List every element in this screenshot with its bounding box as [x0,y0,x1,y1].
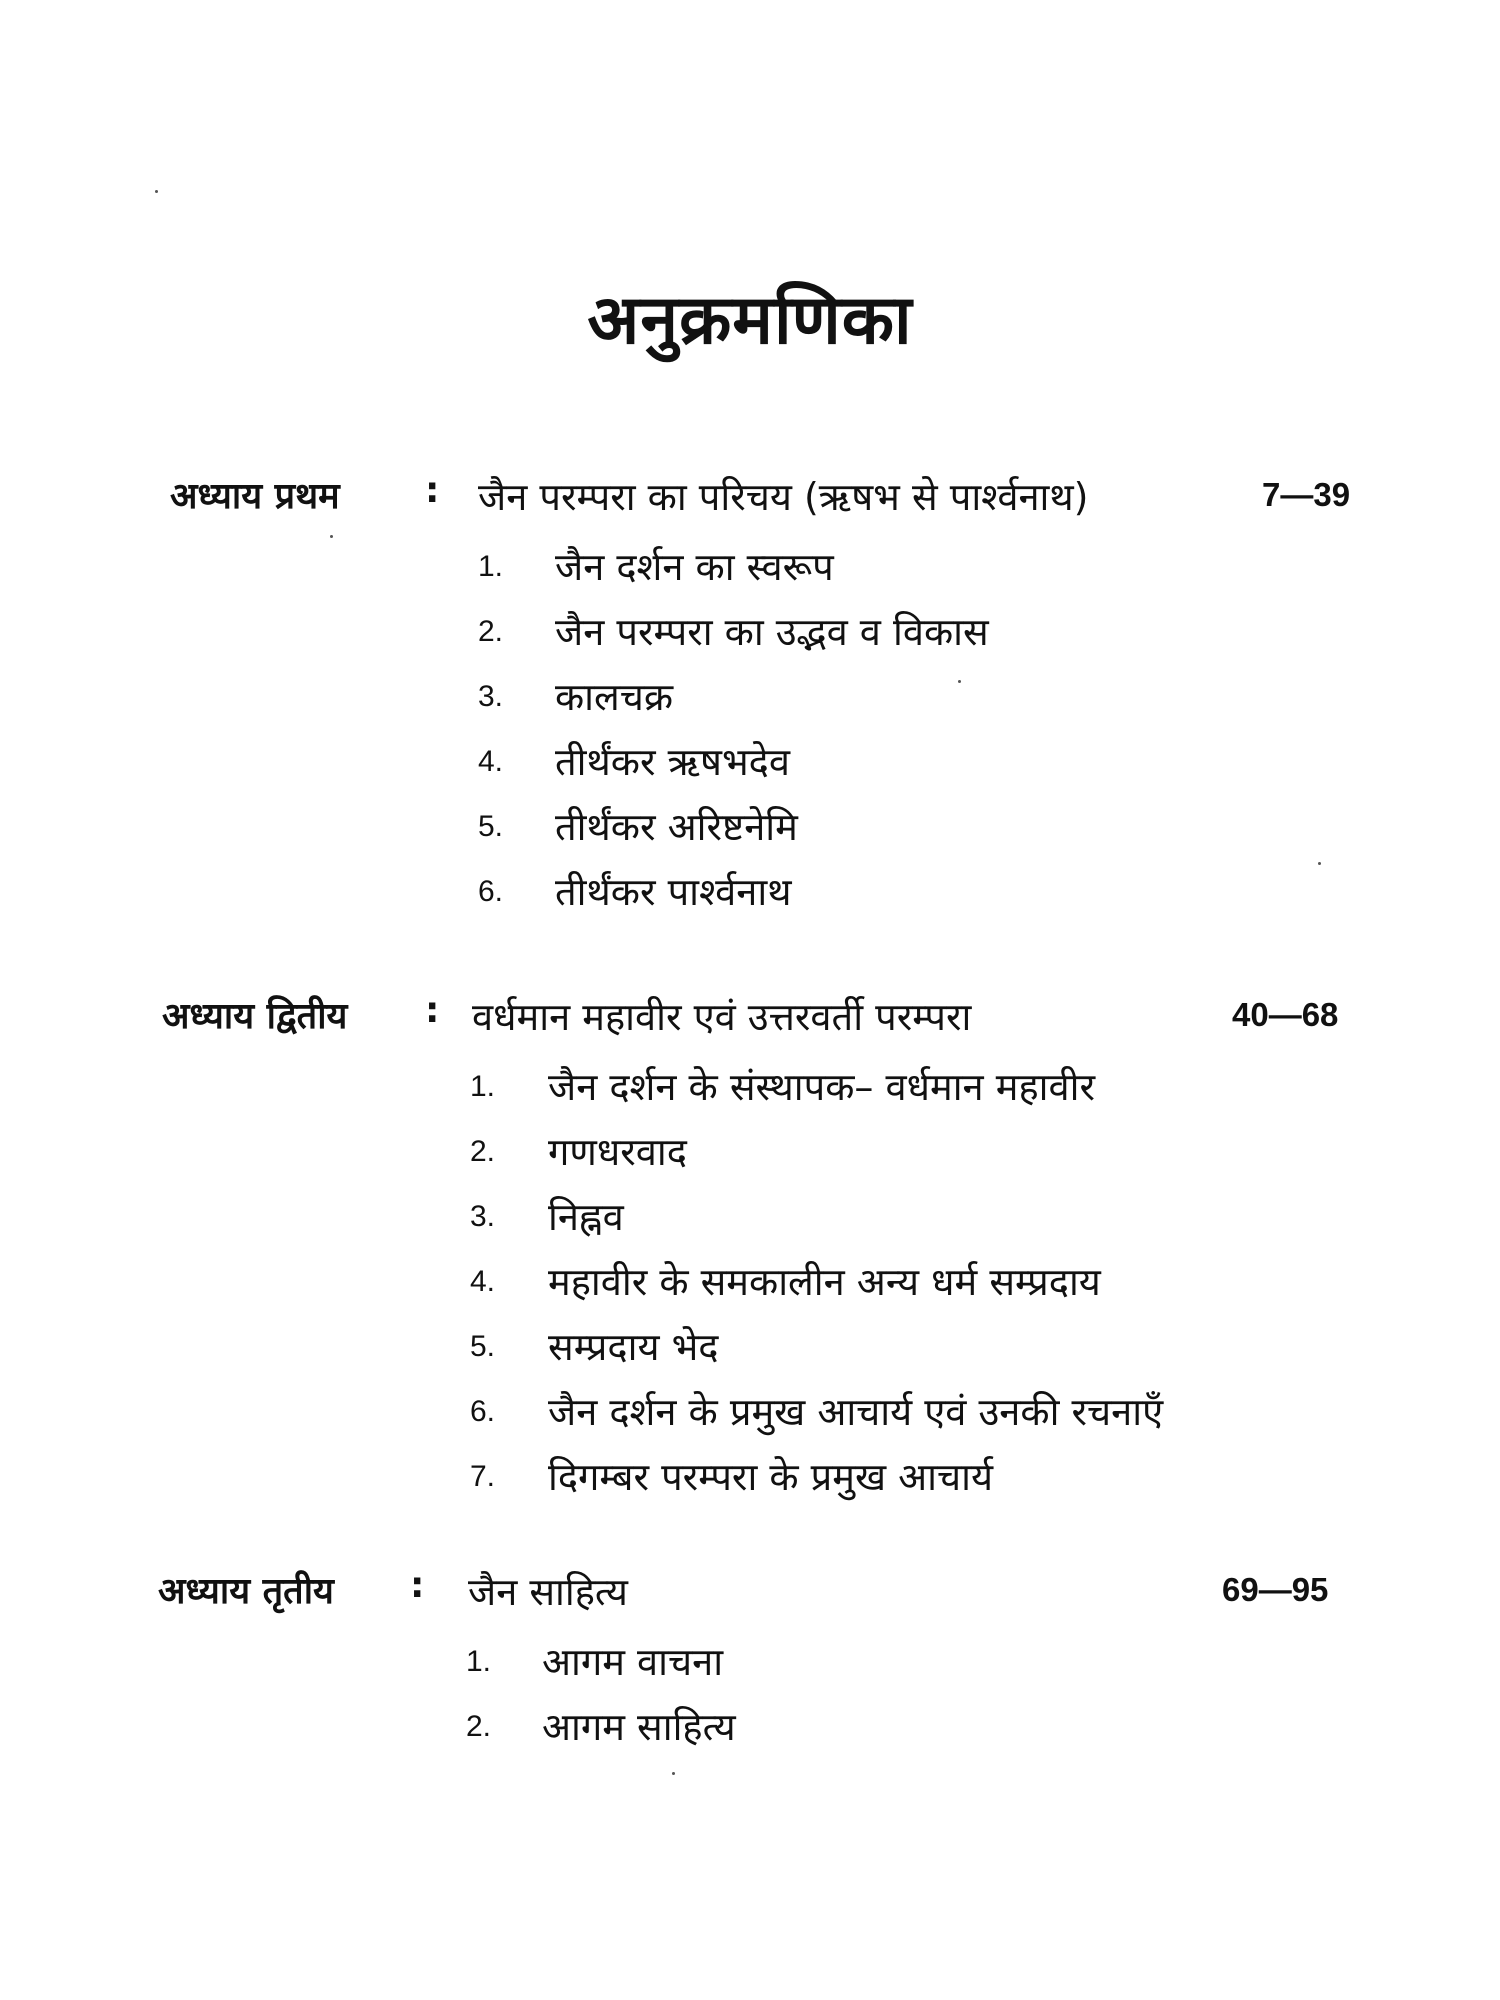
scan-speck [672,1772,675,1775]
list-item-number: 4. [478,745,504,778]
list-item-text: तीर्थंकर ऋषभदेव [555,740,790,784]
scan-speck [330,535,333,538]
scan-speck [958,680,961,683]
list-item-number: 3. [478,680,504,713]
list-item [0,1060,1500,1125]
chapter-title: जैन परम्परा का परिचय (ऋषभ से पार्श्वनाथ) [478,475,1089,519]
list-item [0,1450,1500,1515]
list-item-number: 3. [470,1200,496,1233]
list-item-text: जैन दर्शन के प्रमुख आचार्य एवं उनकी रचनाएँ [548,1390,1164,1434]
chapter-heading [0,990,1500,1060]
list-item [0,540,1500,605]
chapter-label: अध्याय द्वितीय [162,996,348,1037]
list-item [0,605,1500,670]
list-item-text: गणधरवाद [548,1130,687,1174]
chapter-heading [0,1565,1500,1635]
topic-list [0,1635,1500,1765]
list-item [0,1700,1500,1765]
list-item [0,1190,1500,1255]
list-item-text: जैन दर्शन का स्वरूप [555,545,834,589]
list-item-text: महावीर के समकालीन अन्य धर्म सम्प्रदाय [548,1260,1101,1304]
list-item-text: तीर्थंकर अरिष्टनेमि [555,805,798,849]
chapter-page-range: 7—39 [1262,476,1351,513]
list-item [0,800,1500,865]
chapter-2 [0,990,1500,1515]
list-item-number: 5. [478,810,504,843]
list-item-text: दिगम्बर परम्परा के प्रमुख आचार्य [548,1455,993,1499]
chapter-title: जैन साहित्य [468,1570,628,1614]
page-title: अनुक्रमणिका [587,281,913,360]
list-item [0,735,1500,800]
chapter-3 [0,1565,1500,1765]
chapter-1 [0,470,1500,930]
list-item-number: 6. [478,875,504,908]
list-item-text: आगम साहित्य [542,1705,736,1749]
list-item-number: 2. [466,1710,492,1743]
list-item-number: 1. [478,550,504,583]
list-item [0,1125,1500,1190]
list-item [0,1385,1500,1450]
chapter-label: अध्याय प्रथम [170,476,340,517]
list-item-text: तीर्थंकर पार्श्वनाथ [555,870,792,914]
chapter-colon: : [410,1565,425,1606]
list-item [0,1255,1500,1320]
list-item-number: 4. [470,1265,496,1298]
scan-speck [1318,862,1321,865]
list-item-text: सम्प्रदाय भेद [548,1325,719,1369]
list-item-text: निह्नव [548,1195,624,1239]
list-item [0,865,1500,930]
list-item-number: 5. [470,1330,496,1363]
topic-list [0,1060,1500,1515]
list-item-text: जैन परम्परा का उद्भव व विकास [555,610,989,654]
chapter-label: अध्याय तृतीय [158,1571,334,1612]
chapter-colon: : [425,470,440,511]
list-item-number: 1. [466,1645,492,1678]
list-item-number: 2. [470,1135,496,1168]
list-item-number: 7. [470,1460,496,1493]
chapter-heading [0,470,1500,540]
chapter-page-range: 69—95 [1222,1571,1329,1608]
chapter-title: वर्धमान महावीर एवं उत्तरवर्ती परम्परा [472,995,972,1039]
list-item-text: कालचक्र [555,675,674,719]
list-item [0,1320,1500,1385]
list-item-text: जैन दर्शन के संस्थापक– वर्धमान महावीर [548,1065,1095,1109]
list-item-number: 6. [470,1395,496,1428]
chapter-page-range: 40—68 [1232,996,1339,1033]
list-item [0,670,1500,735]
list-item-number: 2. [478,615,504,648]
topic-list [0,540,1500,930]
list-item-text: आगम वाचना [542,1640,724,1684]
list-item [0,1635,1500,1700]
scan-speck [155,190,158,193]
list-item-number: 1. [470,1070,496,1103]
chapter-colon: : [425,990,440,1031]
